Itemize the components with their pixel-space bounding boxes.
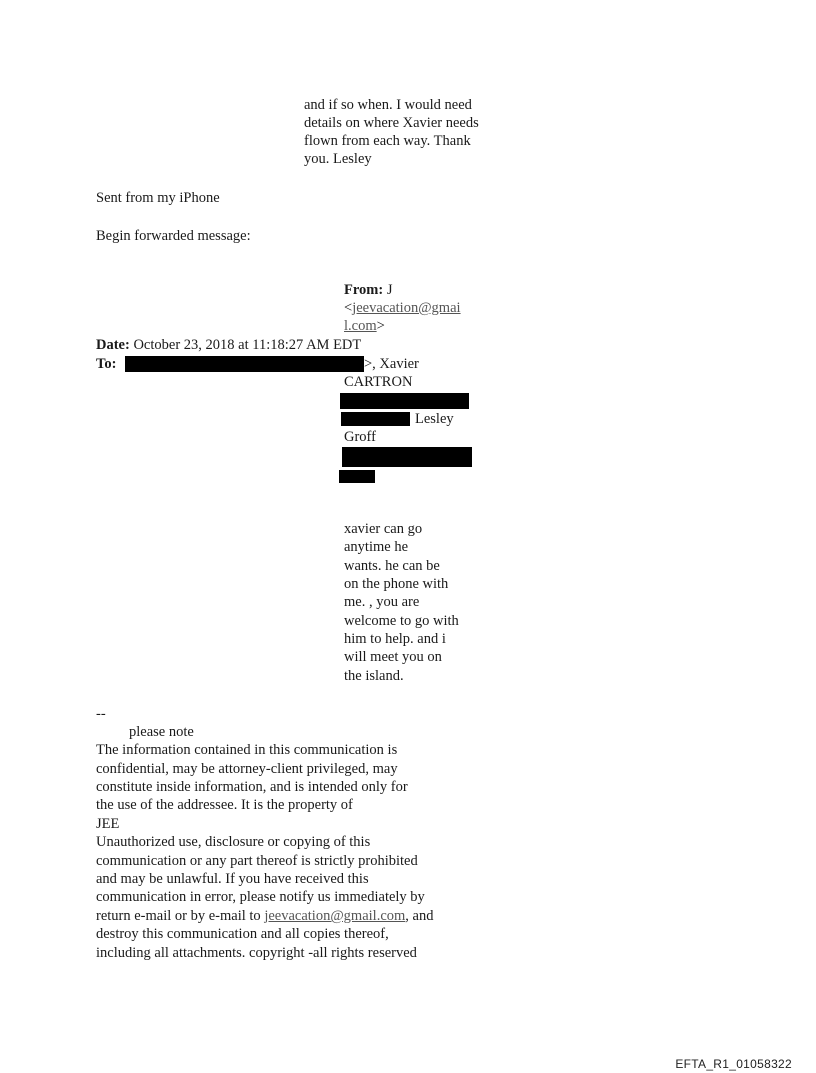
reply-line: flown from each way. Thank	[304, 133, 471, 149]
to-label: To:	[96, 356, 117, 372]
disclaimer-return-line	[96, 907, 433, 925]
return-suffix: , and	[405, 908, 434, 924]
from-email-link[interactable]: jeevacation@gmai	[352, 300, 461, 316]
disclaimer-line: The information contained in this communication is	[96, 742, 398, 758]
reply-line: you. Lesley	[304, 151, 372, 167]
redaction-block	[340, 393, 469, 409]
from-label: From:	[344, 282, 384, 298]
redaction-block	[339, 470, 375, 483]
body-line: him to help. and i	[344, 631, 446, 647]
to-lesley: Lesley	[415, 411, 454, 427]
date-line	[96, 336, 361, 354]
body-line: the island.	[344, 668, 404, 684]
from-line	[344, 281, 392, 299]
sent-from-line: Sent from my iPhone	[96, 190, 220, 206]
from-bracket: <	[344, 300, 353, 316]
body-line: xavier can go	[344, 521, 423, 537]
to-line	[96, 355, 116, 373]
signature-dashes: --	[96, 706, 106, 722]
disclaimer-line: the use of the addressee. It is the property of	[96, 797, 353, 813]
redaction-block	[342, 447, 472, 467]
return-prefix: return e-mail or by e-mail to	[96, 908, 265, 924]
disclaimer-line: communication in error, please notify us immediately by	[96, 889, 425, 905]
forwarded-header: Begin forwarded message:	[96, 228, 251, 244]
disclaimer-line: including all attachments. copyright -all rights reserved	[96, 945, 417, 961]
to-xavier: >, Xavier	[364, 356, 419, 372]
from-name: J	[383, 282, 393, 298]
reply-line: details on where Xavier needs	[304, 115, 479, 131]
disclaimer-line: constitute inside information, and is intended only for	[96, 779, 408, 795]
to-groff: Groff	[344, 429, 376, 445]
from-bracket-close: >	[376, 318, 385, 334]
disclaimer-line: destroy this communication and all copies thereof,	[96, 926, 389, 942]
return-email-link[interactable]: jeevacation@gmail.com	[264, 908, 406, 924]
reply-line: and if so when. I would need	[304, 97, 472, 113]
disclaimer-line: JEE	[96, 816, 120, 832]
disclaimer-line: communication or any part thereof is strictly prohibited	[96, 853, 418, 869]
body-line: will meet you on	[344, 649, 442, 665]
body-line: anytime he	[344, 539, 409, 555]
disclaimer-line: and may be unlawful. If you have received this	[96, 871, 369, 887]
body-line: me. , you are	[344, 594, 420, 610]
redaction-block	[341, 412, 410, 426]
please-note: please note	[129, 724, 194, 740]
from-email-link-cont[interactable]: l.com	[344, 318, 377, 334]
disclaimer-line: Unauthorized use, disclosure or copying of this	[96, 834, 371, 850]
date-value: October 23, 2018 at 11:18:27 AM EDT	[129, 337, 362, 353]
from-email-line-1	[344, 299, 461, 317]
to-cartron: CARTRON	[344, 374, 413, 390]
body-line: welcome to go with	[344, 613, 459, 629]
document-id: EFTA_R1_01058322	[675, 1057, 792, 1071]
body-line: wants. he can be	[344, 558, 440, 574]
from-email-line-2	[344, 317, 385, 335]
redaction-block	[125, 356, 364, 372]
body-line: on the phone with	[344, 576, 449, 592]
disclaimer-line: confidential, may be attorney-client privileged, may	[96, 761, 398, 777]
date-label: Date:	[96, 337, 130, 353]
